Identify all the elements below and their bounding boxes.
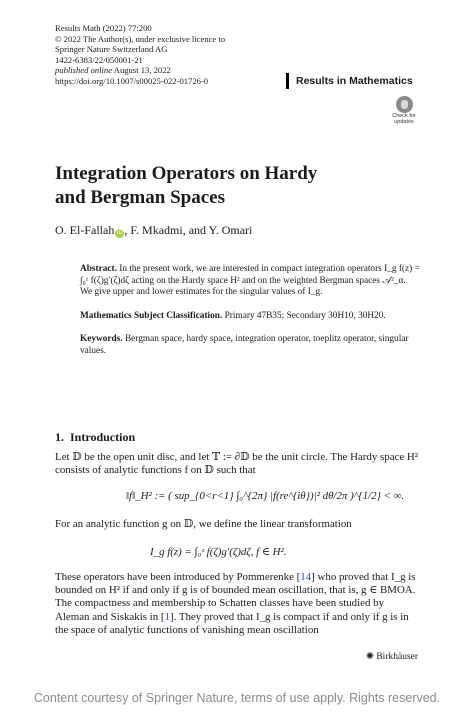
paper-title [55,162,395,210]
msc-text: Primary 47B35; Secondary 30H10, 30H20. [224,310,386,321]
section-heading [55,430,135,445]
keywords-text: Bergman space, hardy space, integration operator, toeplitz operator, singular values. [80,334,409,356]
journal-label: Results in Mathematics [286,73,430,89]
published-date: August 13, 2022 [113,65,171,76]
abstract [80,264,420,299]
msc-label: Mathematics Subject Classification. [80,310,223,321]
equation-hardy-norm: ‖f‖_H² := ( sup_{0<r<1} ∫₀^{2π} |f(re^{iθ})|² dθ/2π )^{1/2} < ∞. [126,490,405,502]
doi-link[interactable]: https://doi.org/10.1007/s00025-022-01726-0 [55,75,209,86]
copyright-line: © 2022 The Author(s), under exclusive licence to [55,33,226,44]
paragraph-3-a: These operators have been introduced by Pommerenke [ [55,571,301,583]
issn-line: 1422-6383/22/050001-21 [55,54,143,65]
title-line-1: Integration Operators on Hardy [55,163,318,184]
keywords [80,334,420,357]
paragraph-3 [55,571,419,637]
author-list [55,223,252,238]
check-for-updates-badge[interactable] [388,96,420,126]
publisher-mark [366,651,418,662]
paragraph-1: Let 𝔻 be the open unit disc, and let 𝕋 := ∂𝔻 be the unit circle. The Hardy space H² consists of analytic functions f on 𝔻 such that [55,451,419,477]
check-label-1: Check for [392,113,416,119]
publisher-name: Birkhäuser [376,652,419,662]
msc [80,311,420,323]
crossmark-icon [396,96,413,113]
birkhauser-logo-icon: ✺ [366,652,374,662]
courtesy-footer: Content courtesy of Springer Nature, terms of use apply. Rights reserved. [33,691,441,705]
abstract-text-1: In the present work, we are interested in compact integration [119,264,345,274]
title-line-2: and Bergman Spaces [55,187,225,208]
citation-link-14[interactable]: 14 [300,571,312,583]
equation-integration-operator: I_g f(z) = ∫₀ᶻ f(ζ)g′(ζ)dζ, f ∈ H². [150,546,287,558]
keywords-label: Keywords. [80,334,123,344]
abstract-text-3: the weighted Bergman spaces 𝒜²_α. We give upper and lower estimates for [80,275,406,297]
abstract-text-2: operators I_g f(z) = ∫₀ᶻ f(ζ)g′(ζ)dζ acting on the Hardy space H² and on [80,264,420,286]
citation-line: Results Math (2022) 77:200 [55,23,152,33]
author-first: O. El-Fallah [55,223,115,237]
abstract-text-4: the singular values of I_g. [225,287,323,297]
author-rest: , F. Mkadmi, and Y. Omari [124,223,253,237]
check-label-2: updates [394,119,414,125]
paragraph-3-c: ]. They proved that I_g is compact if and only if g is in the space of analytic functions of vanishing mean oscillation [55,610,409,636]
orcid-icon[interactable]: iD [116,230,123,236]
published-label: published online [55,65,113,76]
publisher-line: Springer Nature Switzerland AG [55,44,168,55]
section-number: 1. [55,430,64,444]
citation-link-1[interactable]: 1 [164,610,170,623]
paragraph-2: For an analytic function g on 𝔻, we define the linear transformation [55,518,352,530]
article-metadata [55,23,295,87]
published-line [55,65,295,76]
abstract-label: Abstract. [80,264,117,274]
paragraph-3-b: ] who proved that I_g is bounded on H² if and only if g is of bounded mean oscillation, that is, g ∈ BMOA. The compactness and membership to Schatten classes have been studied by Aleman and Siskakis in [ [55,571,416,623]
section-title: Introduction [70,430,136,444]
abstract-block [80,264,420,369]
